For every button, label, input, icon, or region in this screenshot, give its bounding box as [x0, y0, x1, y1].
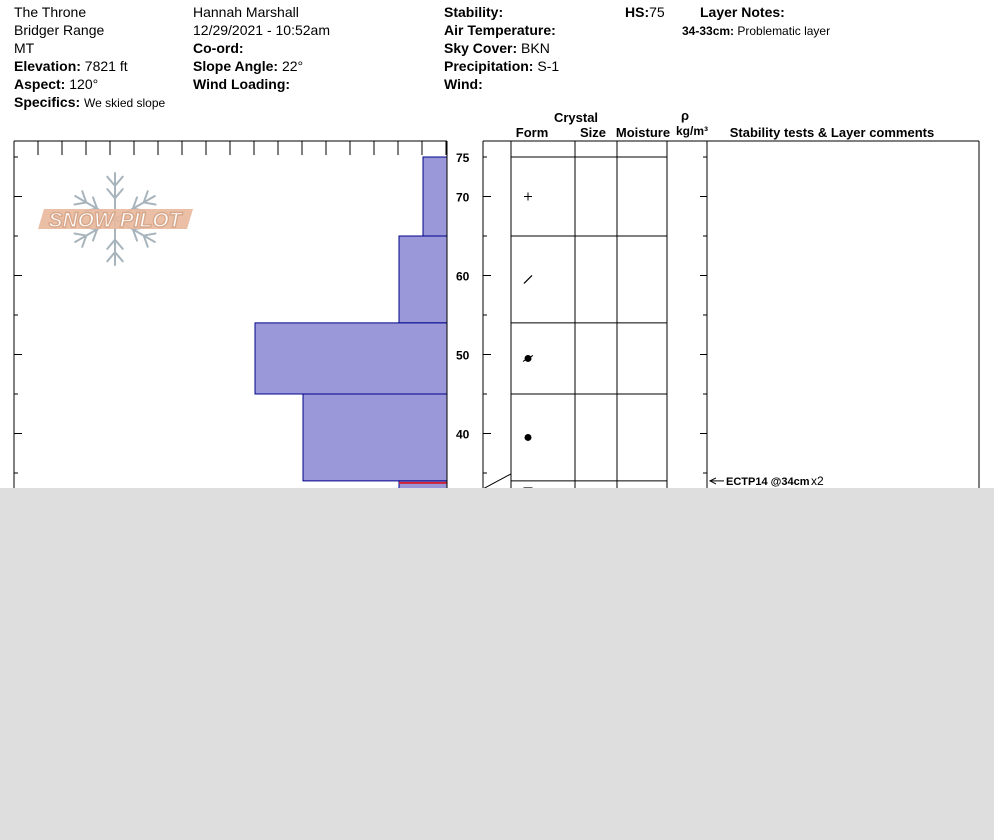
elevation-label: Elevation:: [14, 58, 81, 74]
density-unit-header: kg/m³: [675, 124, 709, 138]
stability-test-label: ECTP14 @34cm: [726, 475, 810, 488]
layer-note-range: 34-33cm:: [682, 24, 735, 38]
aspect-value: 120°: [69, 76, 99, 92]
elevation-value: 7821 ft: [84, 58, 128, 74]
crystal-form-icon: [524, 193, 532, 201]
observer-name: Hannah Marshall: [193, 4, 299, 20]
layer-connector: [483, 474, 511, 488]
state-name: MT: [14, 40, 35, 56]
wind-loading-label: Wind Loading:: [193, 76, 291, 92]
slope-value: 22°: [281, 58, 304, 74]
slash-icon: [524, 275, 532, 283]
depth-label: 50: [456, 348, 470, 363]
snowflake-branch: [75, 233, 87, 235]
observation-datetime: 12/29/2021 - 10:52am: [193, 22, 330, 38]
hardness-layer-bar: [423, 157, 447, 236]
rho-header: ρ: [680, 108, 690, 123]
crystal-form-icon: [525, 434, 532, 441]
snowflake-branch: [115, 252, 123, 261]
crystal-form-icon: [523, 355, 533, 362]
snowflake-branch: [144, 202, 156, 204]
layer-note-text: Problematic layer: [737, 24, 831, 38]
crystal-form-icon: [524, 275, 532, 283]
range-name: Bridger Range: [14, 22, 105, 38]
depth-label: 70: [456, 190, 470, 205]
aspect-label: Aspect:: [14, 76, 66, 92]
depth-label: 60: [456, 269, 470, 284]
logo-text: SNOW PILOT: [48, 209, 182, 232]
moisture-header: Moisture: [615, 125, 671, 140]
snowflake-branch: [115, 189, 123, 198]
crystal-table: [483, 141, 979, 488]
snowflake-branch: [115, 177, 123, 186]
snowflake-branch: [107, 177, 115, 186]
snowflake-branch: [144, 233, 156, 235]
hardness-layer-bar: [399, 236, 447, 323]
stability-test: [710, 474, 824, 488]
depth-label: 40: [456, 427, 470, 442]
coord-label: Co-ord:: [193, 40, 244, 56]
precip-value: S-1: [537, 58, 560, 74]
wind-label: Wind:: [444, 76, 483, 92]
air-temp-label: Air Temperature:: [444, 22, 556, 38]
specifics-value: We skied slope: [84, 96, 166, 110]
snowflake-branch: [107, 252, 115, 261]
stability-test-multiplier: x2: [811, 473, 824, 488]
hs-value: 75: [649, 4, 665, 20]
stability-comments-header: Stability tests & Layer comments: [729, 125, 935, 140]
form-header: Form: [515, 125, 549, 140]
hs-label: HS:: [625, 4, 650, 20]
hardness-layer-bar: [255, 323, 447, 394]
snowflake-branch: [75, 202, 87, 204]
snowflake-branch: [107, 240, 115, 249]
location-name: The Throne: [14, 4, 87, 20]
specifics-label: Specifics:: [14, 94, 81, 110]
stability-label: Stability:: [444, 4, 504, 20]
rounded-dot-icon: [525, 434, 532, 441]
slope-label: Slope Angle:: [193, 58, 279, 74]
snowpilot-logo: [38, 173, 193, 265]
snowflake-branch: [115, 240, 123, 249]
crystal-header: Crystal: [553, 110, 599, 125]
hardness-layer-bar: [303, 394, 447, 481]
precip-label: Precipitation:: [444, 58, 534, 74]
depth-label: 75: [456, 151, 470, 165]
sky-cover-value: BKN: [521, 40, 550, 56]
layer-notes-label: Layer Notes:: [700, 4, 785, 20]
sky-cover-label: Sky Cover:: [444, 40, 518, 56]
size-header: Size: [579, 125, 607, 140]
snowflake-branch: [107, 189, 115, 198]
